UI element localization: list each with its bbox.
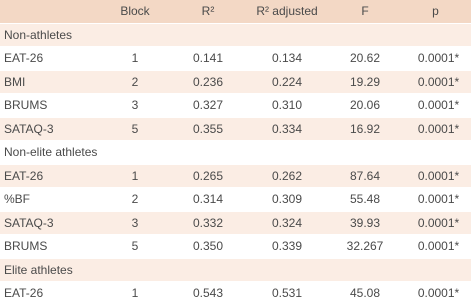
group-title: Elite athletes — [0, 258, 471, 282]
row-r-squared-adjusted: 0.309 — [244, 188, 330, 212]
row-f: 55.48 — [330, 188, 400, 212]
row-r-squared: 0.332 — [172, 211, 244, 235]
group-title: Non-elite athletes — [0, 141, 471, 165]
row-block: 3 — [98, 211, 172, 235]
row-r-squared-adjusted: 0.310 — [244, 94, 330, 118]
row-variable: EAT-26 — [0, 282, 98, 306]
row-variable: BRUMS — [0, 235, 98, 259]
table-row — [0, 188, 471, 212]
row-block: 1 — [98, 164, 172, 188]
row-p: 0.0001* — [400, 94, 471, 118]
row-r-squared: 0.265 — [172, 164, 244, 188]
row-f: 32.267 — [330, 235, 400, 259]
row-r-squared-adjusted: 0.262 — [244, 164, 330, 188]
row-f: 16.92 — [330, 117, 400, 141]
row-f: 20.62 — [330, 47, 400, 71]
table-row — [0, 94, 471, 118]
row-r-squared: 0.327 — [172, 94, 244, 118]
table-row — [0, 164, 471, 188]
row-p: 0.0001* — [400, 164, 471, 188]
header-block: Block — [98, 0, 172, 23]
row-r-squared: 0.141 — [172, 47, 244, 71]
header-r-squared-adjusted: R² adjusted — [244, 0, 330, 23]
row-variable: %BF — [0, 188, 98, 212]
row-block: 5 — [98, 235, 172, 259]
row-r-squared: 0.236 — [172, 70, 244, 94]
header-p: p — [400, 0, 471, 23]
row-block: 2 — [98, 70, 172, 94]
row-block: 3 — [98, 94, 172, 118]
row-block: 5 — [98, 117, 172, 141]
row-p: 0.0001* — [400, 117, 471, 141]
row-block: 2 — [98, 188, 172, 212]
row-p: 0.0001* — [400, 282, 471, 306]
row-r-squared: 0.350 — [172, 235, 244, 259]
row-f: 20.06 — [330, 94, 400, 118]
row-r-squared-adjusted: 0.339 — [244, 235, 330, 259]
table-row — [0, 282, 471, 306]
row-r-squared-adjusted: 0.224 — [244, 70, 330, 94]
row-r-squared: 0.355 — [172, 117, 244, 141]
row-variable: EAT-26 — [0, 164, 98, 188]
table-header-row — [0, 0, 471, 23]
table-body — [0, 23, 471, 305]
row-variable: BMI — [0, 70, 98, 94]
table-row — [0, 47, 471, 71]
header-f: F — [330, 0, 400, 23]
row-variable: BRUMS — [0, 94, 98, 118]
row-r-squared: 0.314 — [172, 188, 244, 212]
group-title: Non-athletes — [0, 23, 471, 47]
row-variable: SATAQ-3 — [0, 117, 98, 141]
row-p: 0.0001* — [400, 235, 471, 259]
group-row-non-athletes — [0, 23, 471, 47]
group-row-non-elite-athletes — [0, 141, 471, 165]
row-r-squared-adjusted: 0.531 — [244, 282, 330, 306]
row-p: 0.0001* — [400, 70, 471, 94]
table-row — [0, 70, 471, 94]
row-r-squared-adjusted: 0.334 — [244, 117, 330, 141]
row-block: 1 — [98, 47, 172, 71]
header-r-squared: R² — [172, 0, 244, 23]
header-label — [0, 0, 98, 23]
row-r-squared: 0.543 — [172, 282, 244, 306]
row-p: 0.0001* — [400, 211, 471, 235]
row-r-squared-adjusted: 0.134 — [244, 47, 330, 71]
row-p: 0.0001* — [400, 47, 471, 71]
row-variable: EAT-26 — [0, 47, 98, 71]
table-row — [0, 117, 471, 141]
row-r-squared-adjusted: 0.324 — [244, 211, 330, 235]
row-f: 45.08 — [330, 282, 400, 306]
row-f: 87.64 — [330, 164, 400, 188]
table-row — [0, 235, 471, 259]
row-block: 1 — [98, 282, 172, 306]
row-f: 19.29 — [330, 70, 400, 94]
row-variable: SATAQ-3 — [0, 211, 98, 235]
row-f: 39.93 — [330, 211, 400, 235]
table-row — [0, 211, 471, 235]
row-p: 0.0001* — [400, 188, 471, 212]
